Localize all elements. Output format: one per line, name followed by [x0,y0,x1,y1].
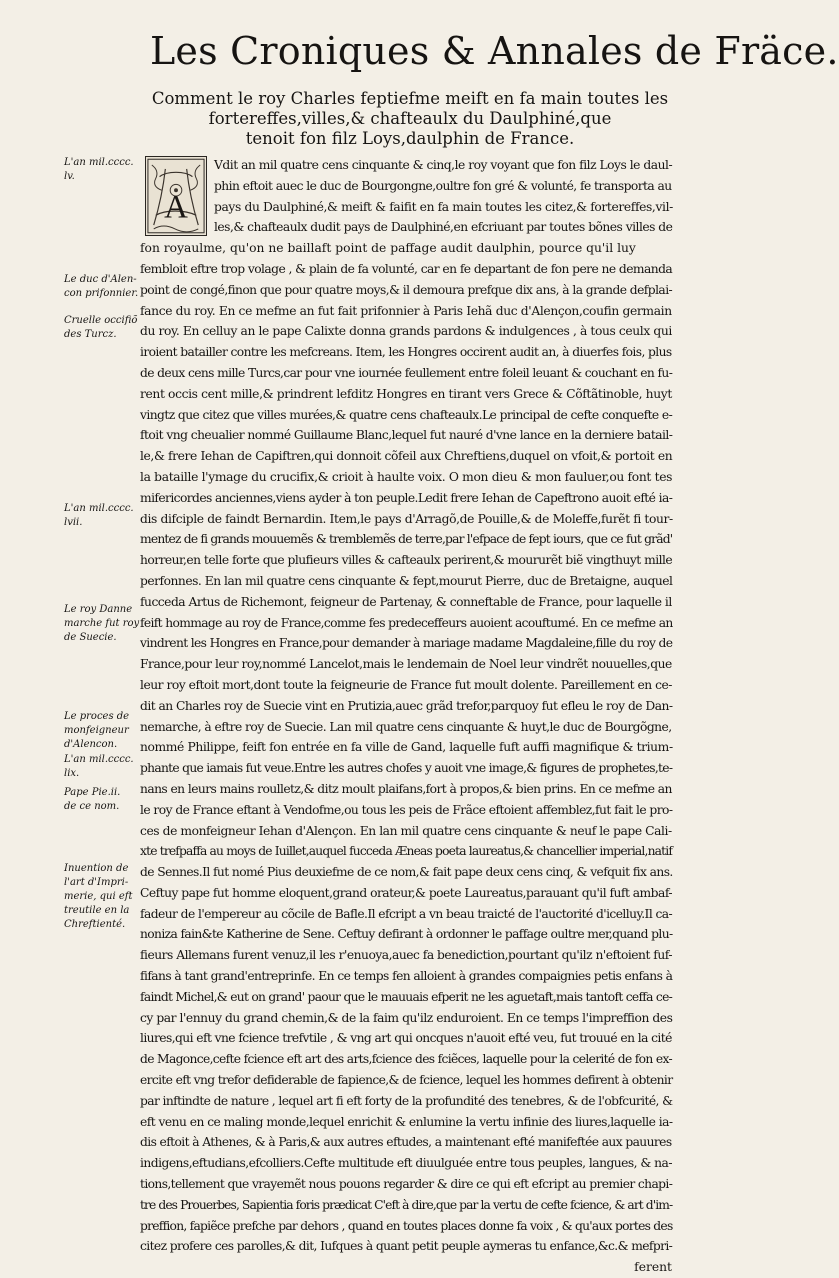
body-text-line: ces de monfeigneur Iehan d'Alençon. En lan mil quatre cens cinquante & neuf le pape Cali- [140,823,672,838]
margin-note-line: lvii. [64,517,83,528]
body-text-line: liures,qui eft vne fcience trefvtile , & vng art qui oncques n'auoit efté veu, fut trouué en la cité [140,1031,672,1046]
margin-note [64,710,142,752]
body-text-line: vingtz que citez que villes murées,& quatre cens chafteaulx.Le principal de cefte conquefte e- [140,407,673,422]
body-text-line: perfonnes. En lan mil quatre cens cinquante & fept,mourut Pierre, duc de Bretaigne, auquel [140,573,673,588]
margin-note-line: Inuention de [64,863,129,874]
margin-note-line: Cruelle occifiõ [64,315,138,326]
body-text-line: dis difciple de faindt Bernardin. Item,le pays d'Arragõ,de Pouille,& de Moleffe,furẽt fi tour- [140,511,673,526]
page-title: Les Croniques & Annales de Fräce. [150,29,839,73]
body-text-line: tions,tellement que vrayemẽt nous pouons regarder & dire ce qui eft efcript au premier chapi- [140,1177,673,1192]
body-text-line: fieurs Allemans furent venuz,il les r'enuoya,auec fa benediction,pourtant qu'ilz n'eftoient fuf- [140,948,672,963]
body-text-line: le,& frere Iehan de Capiftren,qui donnoit cõfeil aux Chreftiens,duquel on vfoit,& portoit en [140,449,673,464]
body-text-line: Ceftuy pape fut homme eloquent,grand orateur,& poete Laureatus,parauant qu'il fuft ambaf- [140,885,673,900]
body-text-line: ferent [634,1260,672,1275]
body-text-line: dis eftoit à Athenes, & à Paris,& aux autres eftudes, a maintenant efté manifeftée aux pauures [140,1135,672,1150]
body-text-line: de Sennes.Il fut nomé Pius deuxiefme de ce nom,& fait pape deux cens cinq, & vefquit fix ans. [140,865,673,880]
body-text-line: preffion, fapiẽce prefche par dehors , quand en toutes places donne fa voix , & qu'aux portes des [140,1218,673,1233]
body-text-line: rent occis cent mille,& prindrent lefditz Hongres en tirant vers Grece & Cõftãtinoble, huyt [140,386,672,401]
body-text-line: citez profere ces parolles,& dit, Iufques à quant petit peuple aymeras tu enfance,&c.& mefpri- [140,1239,673,1254]
margin-note [64,273,142,301]
body-text-line: tre des Prouerbes, Sapientia foris prædicat C'eft à dire,que par la vertu de cefte fcience, & art d'im- [140,1197,673,1212]
body-text-line: ercite eft vng trefor defiderable de fapience,& de fcience, lequel les hommes defirent à obtenir [140,1073,673,1088]
body-text-line: point de congé,finon que pour quatre moys,& il demoura prefque dix ans, à la grande defplai- [140,282,673,297]
body-text-line: les,& chafteaulx dudit pays de Daulphiné,en efcriuant par toutes bõnes villes de [214,220,673,235]
body-text-line: mifericordes anciennes,viens ayder à ton peuple.Ledit frere Iehan de Capeftrono auoit efté ia- [140,490,673,505]
margin-note-line: de Suecie. [64,632,117,643]
margin-note-line: L'an mil.cccc. [64,503,134,514]
body-text-line: fucceda Artus de Richemont, feigneur de Partenay, & conneftable de France, pour laquelle il [140,594,672,609]
body-text-line: phante que iamais fut veue.Entre les autres chofes y auoit vne image,& figures de prophetes,te- [140,761,673,776]
margin-note [64,156,142,184]
body-text-line: fembloit eftre trop volage , & plain de fa volunté, car en fe departant de fon pere ne demanda [140,261,673,276]
body-text-line: le roy de France eftant à Vendofme,ou tous les peis de Frãce eftoient affemblez,fut fait le pro- [140,802,673,817]
drop-cap-letter: A [164,189,188,226]
body-text-line: leur roy eftoit mort,dont toute la feigneurie de France fut moult dolente. Pareillement en ce- [140,677,672,692]
margin-note-line: Chreftienté. [64,919,126,930]
chapter-heading-line: tenoit fon filz Loys,daulphin de France. [245,129,575,148]
body-text-line: phin eftoit auec le duc de Bourgongne,oultre fon gré & volunté, fe transporta au [214,178,672,193]
body-text-line: feift hommage au roy de France,comme fes predeceffeurs auoient acouftumé. En ce mefme an [140,615,673,630]
body-text-line: noniza fain&te Katherine de Sene. Ceftuy defirant à ordonner le paffage oultre mer,quand plu- [140,927,673,942]
margin-note-line: merie, qui eft [64,891,133,902]
body-text-line: dit an Charles roy de Suecie vint en Prutizia,auec grãd trefor,parquoy fut efleu le roy de Dan- [140,698,673,713]
margin-note [64,314,142,342]
body-text-line: France,pour leur roy,nommé Lancelot,mais le lendemain de Noel leur vindrẽt nouuelles,que [140,657,672,672]
margin-note [64,502,142,530]
margin-note-line: L'an mil.cccc. [64,754,134,765]
body-text-line: indigens,eftudians,efcolliers.Cefte multitude eft diuulguée entre tous peuples, langues, & na- [140,1156,672,1171]
chapter-heading-line: fortereffes,villes,& chafteaulx du Daulphiné,que [208,109,612,128]
body-text-line: faindt Michel,& eut on grand' paour que le mauuais efperit ne les aguetaft,mais tantoft ceffa ce- [140,989,673,1004]
body-text-line: horreur,en telle forte que plufieurs villes & cafteaulx perirent,& moururẽt biẽ vingthuyt mille [140,553,673,568]
margin-note-line: Le roy Danne [64,604,133,615]
margin-note-line: con prifonnier. [64,288,139,299]
margin-note-line: l'art d'Impri- [64,877,129,888]
chapter-heading-line: Comment le roy Charles feptiefme meift en fa main toutes les [151,89,669,108]
margin-note-line: monfeigneur [64,725,129,736]
body-text-line: de Magonce,cefte fcience eft art des arts,fcience des fciẽces, laquelle pour la celerité de fon ex- [140,1052,672,1067]
body-text-line: ftoit vng cheualier nommé Guillaume Blanc,lequel fut nauré d'vne lance en la derniere batail- [140,428,673,443]
margin-note-line: Pape Pie.ii. [64,787,121,798]
margin-note-line: L'an mil.cccc. [64,157,134,168]
body-text-line: nemarche, à eftre roy de Suecie. Lan mil quatre cens cinquante & huyt,le duc de Bourgõgne, [140,719,672,734]
body-text-line: vindrent les Hongres en France,pour demander à mariage madame Magdaleine,fille du roy de [140,636,673,651]
body-text [140,155,672,1278]
body-text-line: fon royaulme, qu'on ne baillaft point de paffage audit daulphin, pource qu'il luy [140,241,636,256]
margin-note-line: lix. [64,768,80,779]
margin-note-line: treutile en la [64,905,130,916]
margin-note-line: marche fut roy [64,618,140,629]
margin-note [64,786,142,814]
body-text-line: la bataille l'ymage du crucifix,& crioit à haulte voix. O mon dieu & mon fauluer,ou font tes [140,469,673,484]
margin-note-line: de ce nom. [64,801,120,812]
body-text-line: de deux cens mille Turcs,car pour vne iournée feullement entre foleil leuant & couchant en fu- [140,365,673,380]
body-text-line: iroient batailler contre les mefcreans. Item, les Hongres occirent audit an, à diuerfes fois, plus [140,345,672,360]
margin-note-line: Le proces de [64,711,130,722]
chapter-heading [150,89,670,149]
margin-note-line: lv. [64,171,75,182]
body-text-line: fance du roy. En ce mefme an fut fait prifonnier à Paris Iehã duc d'Alençon,coufin germain [140,303,672,318]
margin-note [64,753,142,781]
margin-note-line: des Turcz. [64,329,117,340]
margin-note [64,603,142,645]
margin-note-line: Le duc d'Alen- [64,274,137,285]
body-text-line: nommé Philippe, feift fon entrée en fa ville de Gand, laquelle fuft auffi magnifique & trium- [140,740,673,755]
body-text-line: mentez de fi grands mouuemẽs & tremblemẽs de terre,par l'efpace de fept iours, que ce fut grãd' [140,532,673,547]
body-text-line: xte trefpaffa au moys de Iuillet,auquel fucceda Æneas poeta laureatus,& chancellier imperial,natif [140,844,673,859]
body-text-line: cy par l'ennuy du grand chemin,& de la faim qu'ilz enduroient. En ce temps l'impreffion des [140,1010,673,1025]
body-text-line: par inftindte de nature , lequel art fi eft forty de la profundité des tenebres, & de l'obfcurité, & [140,1093,673,1108]
body-text-line: fifans à tant grand'entreprinfe. En ce temps fen alloient à grandes compaignies petis enfans à [140,969,673,984]
body-text-line: du roy. En celluy an le pape Calixte donna grands pardons & indulgences , à tous ceulx qui [140,324,672,339]
body-text-line: Vdit an mil quatre cens cinquante & cinq,le roy voyant que fon filz Loys le daul- [214,158,673,172]
margin-note [64,862,142,932]
body-text-line: pays du Daulphiné,& meift & faifit en fa main toutes les citez,& fortereffes,vil- [214,199,673,214]
margin-note-line: d'Alencon. [64,739,118,750]
body-text-line: fadeur de l'empereur au cõcile de Bafle.Il efcript a vn beau traicté de l'auctorité d'icelluy.Il ca- [140,906,673,921]
body-text-line: nans en leurs mains roulletz,& ditz moult plaifans,fort à propos,& bien prins. En ce mefme an [140,781,672,796]
body-text-line: eft venu en ce maling monde,lequel enrichit & enlumine la vertu infinie des liures,laquelle ia- [140,1114,673,1129]
